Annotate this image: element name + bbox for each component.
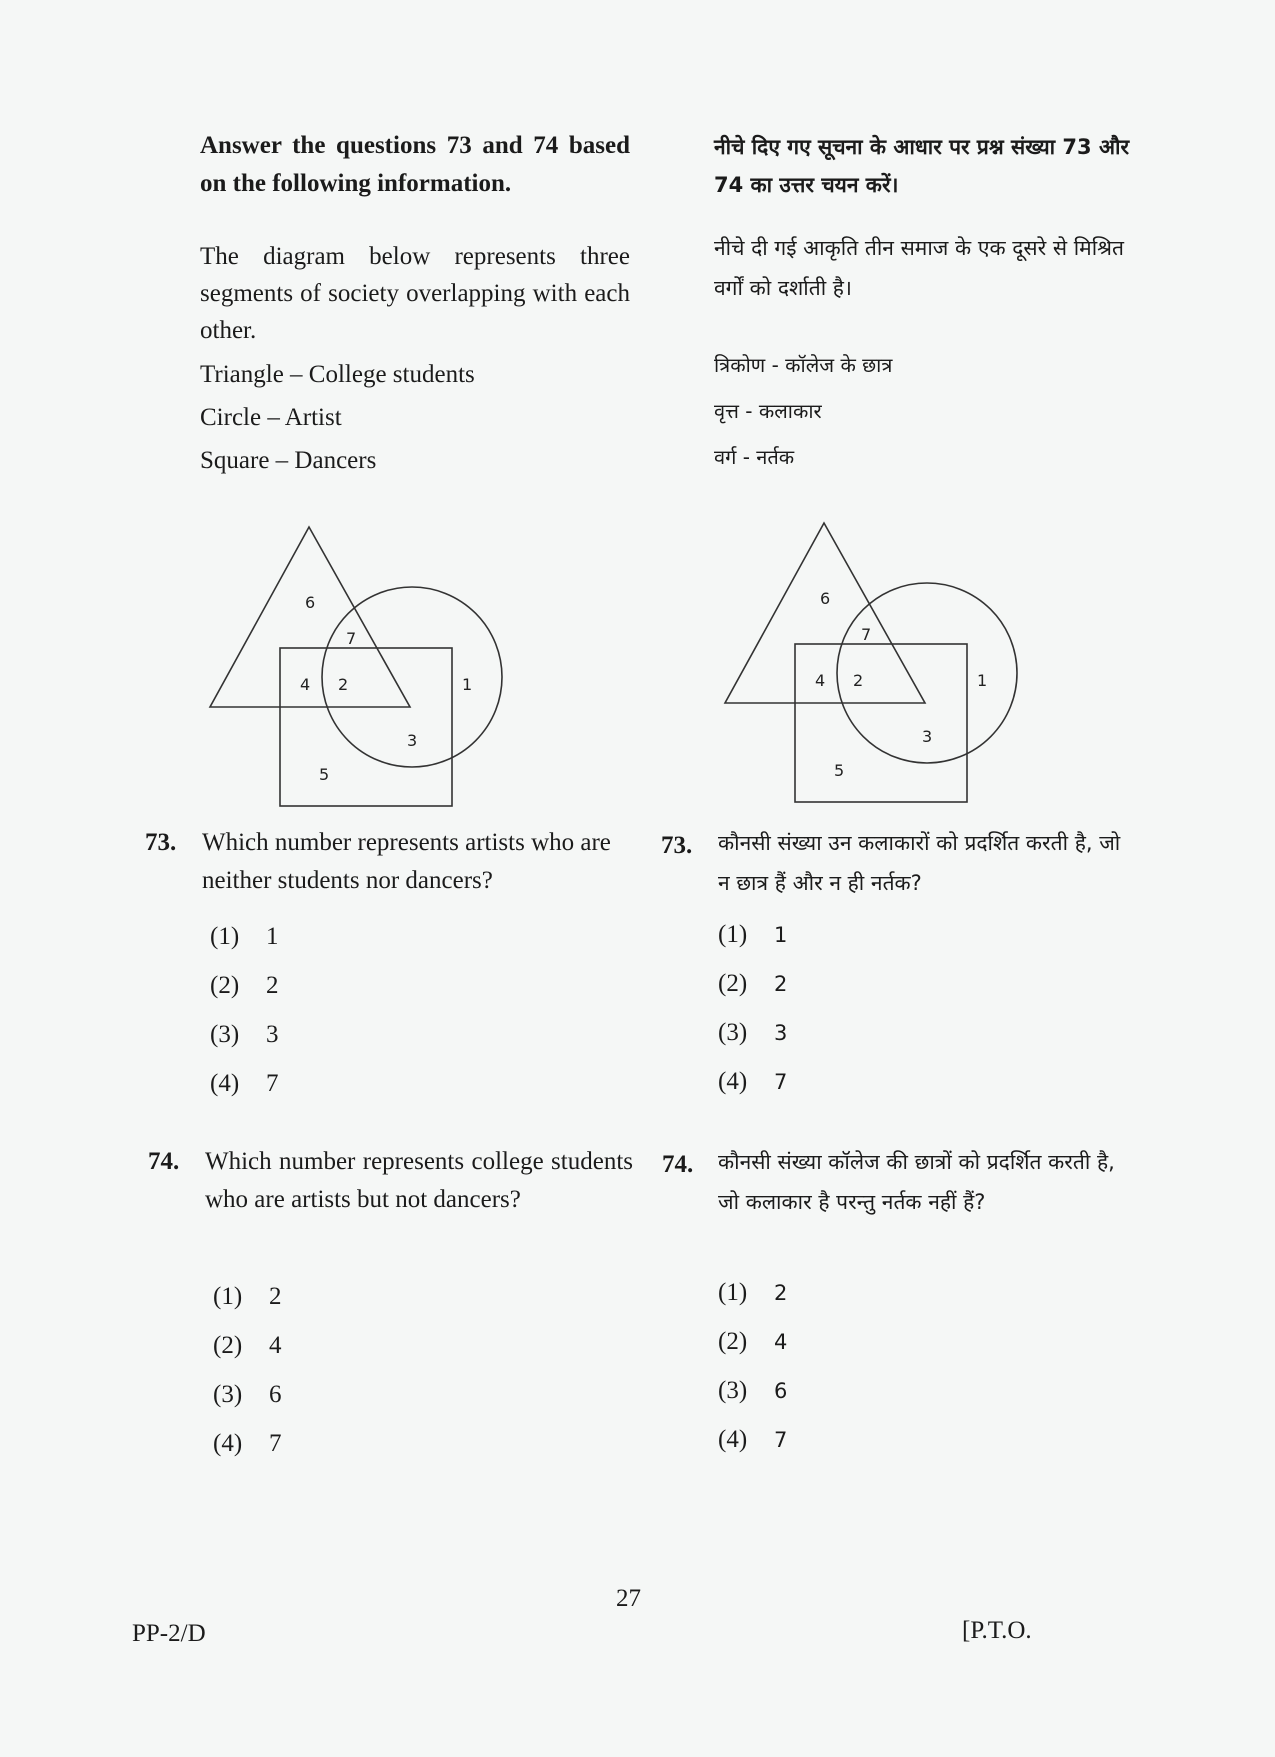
question-text: कौनसी संख्या उन कलाकारों को प्रदर्शित करती है, जो न छात्र हैं और न ही नर्तक? xyxy=(718,831,1121,895)
intro-text-en: The diagram below represents three segments of society overlapping with each other. xyxy=(200,243,630,344)
option-item[interactable]: (1) 2 xyxy=(718,1279,788,1306)
option-item[interactable]: (2) 2 xyxy=(718,970,788,997)
legend-square-hi: वर्ग - नर्तक xyxy=(714,445,795,469)
venn-diagram-right xyxy=(720,516,1020,806)
legend-hi xyxy=(714,342,892,480)
option-item[interactable]: (3) 6 xyxy=(213,1381,282,1408)
region-label-2: 2 xyxy=(338,675,349,694)
option-item[interactable]: (4) 7 xyxy=(210,1070,279,1097)
region-label-7: 7 xyxy=(346,629,357,648)
question-number: 74. xyxy=(662,1151,694,1178)
option-item[interactable]: (2) 4 xyxy=(213,1332,282,1359)
info-heading-hi: नीचे दिए गए सूचना के आधार पर प्रश्न संख्या 73 और 74 का उत्तर चयन करें। xyxy=(714,135,1130,197)
region-label-1: 1 xyxy=(977,671,988,690)
region-label-6: 6 xyxy=(305,593,316,612)
option-item[interactable]: (2) 2 xyxy=(210,972,279,999)
region-label-3: 3 xyxy=(922,727,933,746)
region-label-2: 2 xyxy=(853,671,864,690)
info-heading-en: Answer the questions 73 and 74 based on the following information. xyxy=(200,132,630,197)
option-item[interactable]: (4) 7 xyxy=(213,1430,282,1457)
option-item[interactable]: (1) 1 xyxy=(718,921,788,948)
legend-en xyxy=(200,353,475,482)
region-label-4: 4 xyxy=(300,675,311,694)
intro-text-hi: नीचे दी गई आकृति तीन समाज के एक दूसरे से मिश्रित वर्गों को दर्शाती है। xyxy=(714,236,1125,300)
region-label-5: 5 xyxy=(834,761,845,780)
please-turn-over: [P.T.O. xyxy=(962,1617,1032,1644)
option-list xyxy=(210,912,279,1108)
question-number: 73. xyxy=(661,832,693,859)
legend-square-en: Square – Dancers xyxy=(200,447,377,474)
region-label-7: 7 xyxy=(861,625,872,644)
paper-code: PP-2/D xyxy=(132,1620,206,1647)
option-item[interactable]: (2) 4 xyxy=(718,1328,788,1355)
option-item[interactable]: (1) 1 xyxy=(210,923,279,950)
legend-triangle-hi: त्रिकोण - कॉलेज के छात्र xyxy=(714,353,893,377)
option-list xyxy=(718,910,787,1106)
question-text: कौनसी संख्या कॉलेज की छात्रों को प्रदर्शित करती है, जो कलाकार है परन्तु नर्तक नहीं हैं? xyxy=(718,1150,1115,1214)
question-number: 74. xyxy=(148,1148,180,1175)
option-item[interactable]: (4) 7 xyxy=(718,1068,788,1095)
option-item[interactable]: (3) 3 xyxy=(210,1021,279,1048)
venn-diagram-left xyxy=(205,520,505,810)
option-list xyxy=(213,1272,282,1468)
question-text: Which number represents college students who are artists but not dancers? xyxy=(205,1148,633,1213)
region-label-5: 5 xyxy=(319,765,330,784)
region-label-3: 3 xyxy=(407,731,418,750)
region-label-1: 1 xyxy=(462,675,473,694)
legend-triangle-en: Triangle – College students xyxy=(200,361,475,388)
question-text: Which number represents artists who are neither students nor dancers? xyxy=(202,829,611,894)
option-item[interactable]: (3) 6 xyxy=(718,1377,788,1404)
legend-circle-hi: वृत्त - कलाकार xyxy=(714,399,822,423)
square-shape xyxy=(795,644,967,802)
legend-circle-en: Circle – Artist xyxy=(200,404,342,431)
option-list xyxy=(718,1268,787,1464)
square-shape xyxy=(280,648,452,806)
option-item[interactable]: (4) 7 xyxy=(718,1426,788,1453)
region-label-6: 6 xyxy=(820,589,831,608)
option-item[interactable]: (1) 2 xyxy=(213,1283,282,1310)
region-label-4: 4 xyxy=(815,671,826,690)
option-item[interactable]: (3) 3 xyxy=(718,1019,788,1046)
page-number: 27 xyxy=(616,1585,641,1612)
question-number: 73. xyxy=(145,829,177,856)
